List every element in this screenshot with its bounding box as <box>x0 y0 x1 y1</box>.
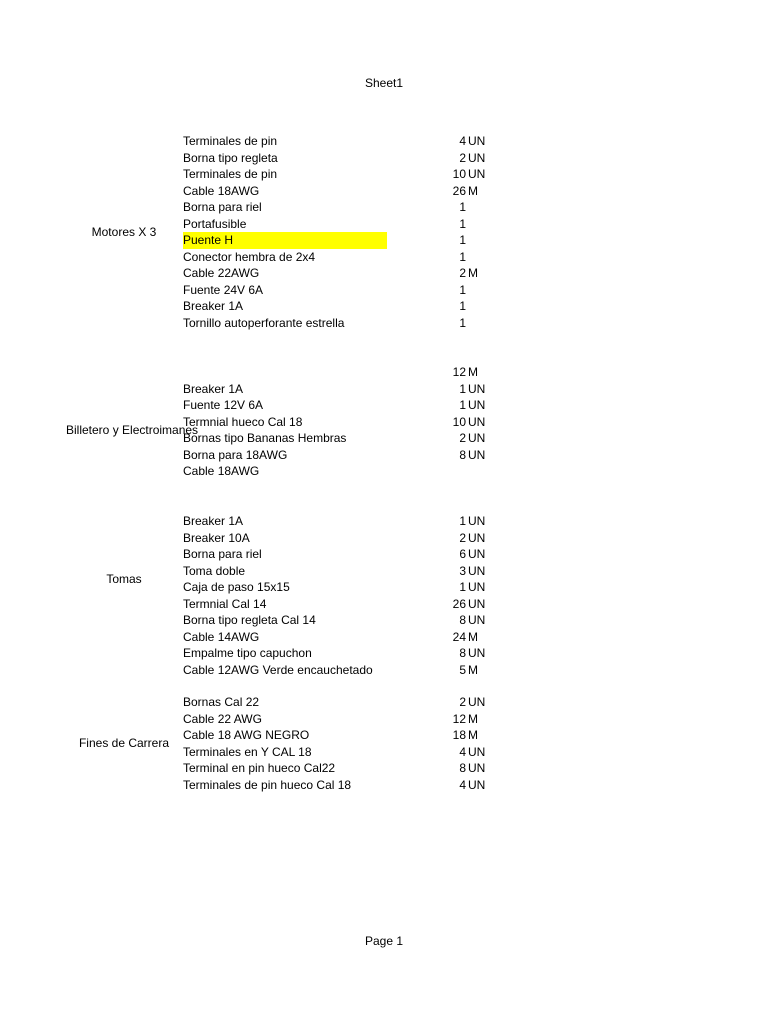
item-unit: UN <box>468 744 486 759</box>
item-quantity: 8 <box>459 613 466 627</box>
item-description: Tornillo autoperforante estrella <box>183 315 345 330</box>
item-unit: UN <box>468 150 486 165</box>
item-description: Cable 18 AWG NEGRO <box>183 728 310 742</box>
item-unit: UN <box>468 777 486 792</box>
table-row <box>0 133 768 150</box>
table-row <box>0 298 768 315</box>
table-row <box>0 513 768 530</box>
item-description: Puente H <box>183 232 387 249</box>
table-row <box>0 546 768 563</box>
item-unit: UN <box>468 596 486 611</box>
item-quantity: 2 <box>459 695 466 709</box>
item-unit: UN <box>468 431 486 445</box>
item-description: Fuente 12V 6A <box>183 398 264 412</box>
item-quantity: 12 <box>452 365 466 379</box>
item-description: Cable 14AWG <box>183 629 260 644</box>
item-unit: UN <box>468 613 486 627</box>
item-unit: UN <box>468 646 486 660</box>
item-description: Breaker 1A <box>183 381 244 396</box>
item-unit: UN <box>468 447 486 462</box>
item-quantity: 12 <box>452 711 466 726</box>
table-row <box>0 530 768 547</box>
item-description: Termnial Cal 14 <box>183 596 267 611</box>
item-description: Borna para riel <box>183 200 262 214</box>
item-description <box>183 364 387 381</box>
table-row <box>0 777 768 794</box>
item-quantity: 2 <box>459 150 466 165</box>
table-row <box>0 711 768 728</box>
item-description: Cable 18AWG <box>183 464 260 478</box>
table-row <box>0 612 768 629</box>
item-unit: M <box>468 365 478 379</box>
group-label-text: Tomas <box>106 571 142 586</box>
table-row <box>0 166 768 183</box>
item-quantity: 24 <box>452 629 466 644</box>
table-row <box>0 596 768 613</box>
item-quantity: 5 <box>459 662 466 677</box>
table-row <box>0 463 768 480</box>
item-description: Empalme tipo capuchon <box>183 646 312 660</box>
table-row <box>0 381 768 398</box>
item-unit: M <box>468 662 478 677</box>
item-description: Bornas Cal 22 <box>183 695 260 709</box>
item-description: Caja de paso 15x15 <box>183 580 290 594</box>
item-description: Borna tipo regleta Cal 14 <box>183 613 316 627</box>
table-row <box>0 150 768 167</box>
item-quantity: 6 <box>459 547 466 561</box>
table-row <box>0 249 768 266</box>
item-unit: UN <box>468 695 486 709</box>
item-description: Fuente 24V 6A <box>183 282 264 297</box>
table-row <box>0 760 768 777</box>
item-description: Breaker 1A <box>183 299 244 313</box>
item-unit: UN <box>468 530 486 545</box>
item-description: Terminal en pin hueco Cal22 <box>183 761 336 775</box>
page-number: Page 1 <box>364 934 404 948</box>
item-description: Portafusible <box>183 216 247 231</box>
item-unit: UN <box>468 547 486 561</box>
item-quantity: 1 <box>459 216 466 231</box>
item-unit: UN <box>468 398 486 412</box>
item-unit: UN <box>468 761 486 775</box>
item-description: Cable 22 AWG <box>183 711 262 726</box>
table-row <box>0 265 768 282</box>
group-label-text: Fines de Carrera <box>78 736 170 751</box>
item-quantity: 1 <box>459 249 466 264</box>
item-description: Terminales de pin <box>183 134 278 148</box>
item-unit: UN <box>468 414 486 429</box>
item-unit: UN <box>468 514 486 528</box>
item-quantity: 8 <box>459 761 466 775</box>
item-unit: M <box>468 183 478 198</box>
table-row <box>0 199 768 216</box>
table-row <box>0 430 768 447</box>
table-row <box>0 447 768 464</box>
item-description: Toma doble <box>183 563 246 578</box>
item-unit: UN <box>468 167 486 181</box>
item-quantity: 1 <box>459 398 466 412</box>
item-quantity: 1 <box>459 282 466 297</box>
item-unit: M <box>468 629 478 644</box>
item-description: Termnial hueco Cal 18 <box>183 414 303 429</box>
item-unit: UN <box>468 381 486 396</box>
item-unit: UN <box>468 580 486 594</box>
item-description: Borna tipo regleta <box>183 150 278 165</box>
group-label-text: Motores X 3 <box>91 224 157 239</box>
table-row <box>0 315 768 332</box>
group-label-text: Billetero y Electroimanes <box>66 422 199 437</box>
item-quantity: 26 <box>452 596 466 611</box>
sheet-title: Sheet1 <box>364 76 404 90</box>
item-quantity: 4 <box>459 134 466 148</box>
item-quantity: 10 <box>452 414 466 429</box>
table-row <box>0 744 768 761</box>
item-quantity: 4 <box>459 744 466 759</box>
item-quantity: 10 <box>452 167 466 181</box>
item-description: Conector hembra de 2x4 <box>183 249 316 264</box>
table-row <box>0 694 768 711</box>
item-quantity: 3 <box>459 563 466 578</box>
item-quantity: 8 <box>459 447 466 462</box>
table-row <box>0 397 768 414</box>
table-row <box>0 662 768 679</box>
table-row <box>0 282 768 299</box>
table-row <box>0 183 768 200</box>
item-quantity: 18 <box>452 728 466 742</box>
item-quantity: 8 <box>459 646 466 660</box>
item-description: Breaker 1A <box>183 514 244 528</box>
item-unit: M <box>468 266 478 280</box>
item-quantity: 1 <box>459 233 466 247</box>
item-description: Terminales de pin <box>183 167 278 181</box>
table-row <box>0 645 768 662</box>
item-quantity: 1 <box>459 381 466 396</box>
item-description: Borna para 18AWG <box>183 447 288 462</box>
item-description: Terminales de pin hueco Cal 18 <box>183 777 352 792</box>
item-quantity: 2 <box>459 266 466 280</box>
item-description: Borna para riel <box>183 547 262 561</box>
table-row <box>0 232 768 249</box>
item-description: Breaker 10A <box>183 530 250 545</box>
item-description: Cable 12AWG Verde encauchetado <box>183 662 373 677</box>
item-unit: M <box>468 728 478 742</box>
table-row <box>0 727 768 744</box>
item-quantity: 1 <box>459 514 466 528</box>
item-unit: M <box>468 711 478 726</box>
item-unit: UN <box>468 134 486 148</box>
item-quantity: 1 <box>459 299 466 313</box>
item-unit: UN <box>468 563 486 578</box>
item-description: Terminales en Y CAL 18 <box>183 744 312 759</box>
item-quantity: 1 <box>459 315 466 330</box>
table-row <box>0 579 768 596</box>
table-row <box>0 364 768 381</box>
table-row <box>0 216 768 233</box>
item-description: Bornas tipo Bananas Hembras <box>183 431 347 445</box>
item-quantity: 26 <box>452 183 466 198</box>
item-quantity: 4 <box>459 777 466 792</box>
item-description: Cable 22AWG <box>183 266 260 280</box>
table-row <box>0 629 768 646</box>
table-row <box>0 414 768 431</box>
item-quantity: 2 <box>459 431 466 445</box>
item-quantity: 1 <box>459 580 466 594</box>
item-quantity: 1 <box>459 200 466 214</box>
item-description: Cable 18AWG <box>183 183 260 198</box>
table-row <box>0 563 768 580</box>
item-quantity: 2 <box>459 530 466 545</box>
